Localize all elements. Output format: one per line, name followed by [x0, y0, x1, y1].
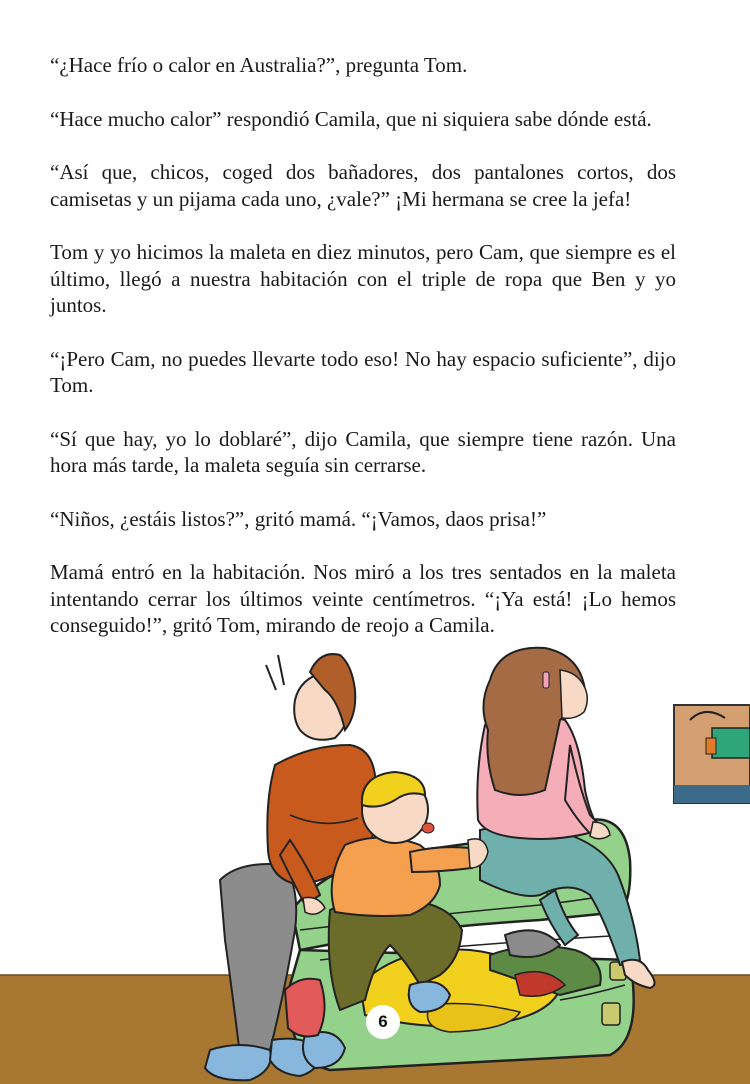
paragraph: “Hace mucho calor” respondió Camila, que ni siquiera sabe dónde está.: [50, 106, 652, 131]
story-text: [50, 52, 676, 666]
page-number: 6: [366, 1005, 400, 1039]
girl-camila: [477, 648, 654, 988]
paragraph: “Sí que hay, yo lo doblaré”, dijo Camila, que siempre tiene razón. Una hora más tarde, la maleta seguía sin cerrarse.: [50, 426, 676, 477]
paragraph: “Así que, chicos, coged dos bañadores, dos pantalones cortos, dos camisetas y un pijama cada uno, ¿vale?” ¡Mi hermana se cree la jefa!: [50, 160, 676, 211]
paragraph: “¡Pero Cam, no puedes llevarte todo eso! No hay espacio suficiente”, dijo Tom.: [50, 346, 676, 397]
paragraph: Tom y yo hicimos la maleta en diez minutos, pero Cam, que siempre es el último, llegó a nuestra habitación con el triple de ropa que Ben y yo juntos.: [50, 240, 676, 317]
paragraph: “¿Hace frío o calor en Australia?”, pregunta Tom.: [50, 53, 468, 77]
red-shoe: [285, 979, 325, 1037]
paragraph: “Niños, ¿estáis listos?”, gritó mamá. “¡Vamos, daos prisa!”: [50, 506, 547, 531]
paragraph: Mamá entró en la habitación. Nos miró a los tres sentados en la maleta intentando cerrar los últimos veinte centímetros. “¡Ya está! ¡Lo hemos conseguido!”, gritó Tom, mirando de reojo a Camila.: [50, 560, 676, 637]
wall-picture: [674, 705, 750, 803]
